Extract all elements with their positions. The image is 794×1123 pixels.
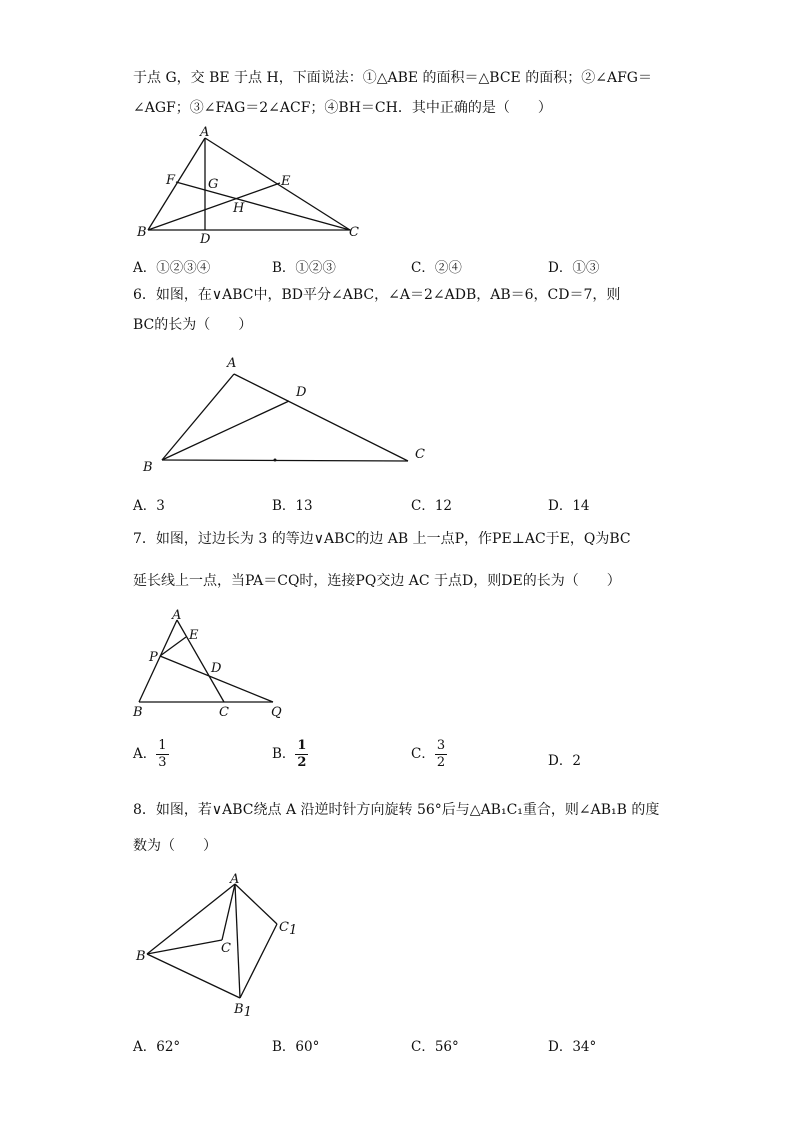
q8-seg-B1C1	[240, 924, 277, 998]
q5-label-E: E	[281, 174, 291, 189]
q6-text-line2: BC的长为（ ）	[133, 317, 253, 333]
q6-label-B: B	[143, 460, 153, 475]
q8-option-d[interactable]: D．34°	[548, 1039, 597, 1055]
q7-label-E: E	[189, 628, 199, 643]
q7-option-c-prefix: C．	[411, 746, 435, 762]
q7-option-a-prefix: A．	[133, 746, 157, 762]
q7-label-C: C	[219, 705, 229, 720]
q7-option-b-denominator: 2	[297, 755, 307, 770]
q5-label-D: D	[200, 232, 211, 247]
q8-seg-BB1	[147, 954, 240, 998]
q6-label-C: C	[415, 447, 425, 462]
q5-text-line2: ∠AGF；③∠FAG＝2∠ACF；④BH＝CH．其中正确的是（ ）	[133, 100, 552, 116]
q6-option-a[interactable]: A．3	[133, 498, 165, 514]
q8-seg-AC1	[235, 884, 277, 924]
q8-label-C1: C1	[279, 920, 298, 938]
q7-label-Q: Q	[271, 705, 282, 720]
q8-label-B: B	[136, 949, 146, 964]
q7-option-c-denominator: 2	[436, 755, 446, 770]
q7-text-line2: 延长线上一点，当PA＝CQ时，连接PQ交边 AC 于点D，则DE的长为（ ）	[133, 573, 621, 589]
q7-option-c-numerator: 3	[436, 738, 446, 753]
q7-label-A: A	[172, 608, 182, 623]
q7-label-P: P	[149, 650, 158, 665]
q5-label-F: F	[166, 173, 176, 188]
q7-option-b-numerator: 1	[297, 738, 307, 753]
q8-option-c[interactable]: C．56°	[411, 1039, 459, 1055]
q8-label-B1: B1	[234, 1002, 252, 1020]
q6-text-line1: 6．如图，在∨ABC中，BD平分∠ABC，∠A＝2∠ADB，AB＝6，CD＝7，则	[133, 287, 621, 303]
q6-option-c[interactable]: C．12	[411, 498, 453, 514]
q6-option-d[interactable]: D．14	[548, 498, 590, 514]
q5-option-d[interactable]: D．①③	[548, 260, 600, 276]
q5-label-B: B	[137, 225, 147, 240]
q8-text-line1: 8．如图，若∨ABC绕点 A 沿逆时针方向旋转 56°后与△AB₁C₁重合，则∠AB₁B 的度	[133, 802, 660, 818]
q8-text-line2: 数为（ ）	[133, 838, 217, 854]
q5-label-A: A	[200, 125, 210, 140]
q7-option-b-prefix: B．	[272, 746, 296, 762]
q5-label-G: G	[208, 177, 219, 192]
q7-option-a-numerator: 1	[158, 738, 167, 753]
q8-label-A: A	[230, 872, 240, 887]
q8-seg-AB1	[235, 884, 240, 998]
q5-text-line1: 于点 G，交 BE 于点 H，下面说法：①△ABE 的面积＝△BCE 的面积；②∠AFG＝	[133, 70, 652, 86]
q7-option-a-denominator: 3	[158, 755, 167, 770]
q8-option-a[interactable]: A．62°	[133, 1039, 181, 1055]
q7-label-D: D	[211, 661, 222, 676]
q8-label-C: C	[221, 941, 231, 956]
q6-label-A: A	[227, 356, 237, 371]
q7-label-B: B	[133, 705, 143, 720]
q6-label-D: D	[296, 385, 307, 400]
q5-option-a[interactable]: A．①②③④	[133, 260, 211, 276]
q7-option-d[interactable]: D．2	[548, 753, 581, 769]
q7-text-line1: 7．如图，过边长为 3 的等边∨ABC的边 AB 上一点P，作PE⊥AC于E，Q为BC	[133, 531, 631, 547]
q8-option-b[interactable]: B．60°	[272, 1039, 320, 1055]
q5-option-b[interactable]: B．①②③	[272, 260, 336, 276]
q5-option-c[interactable]: C．②④	[411, 260, 462, 276]
q5-label-C: C	[349, 225, 359, 240]
q8-seg-BC	[147, 940, 222, 954]
q5-label-H: H	[233, 201, 245, 216]
q6-option-b[interactable]: B．13	[272, 498, 313, 514]
